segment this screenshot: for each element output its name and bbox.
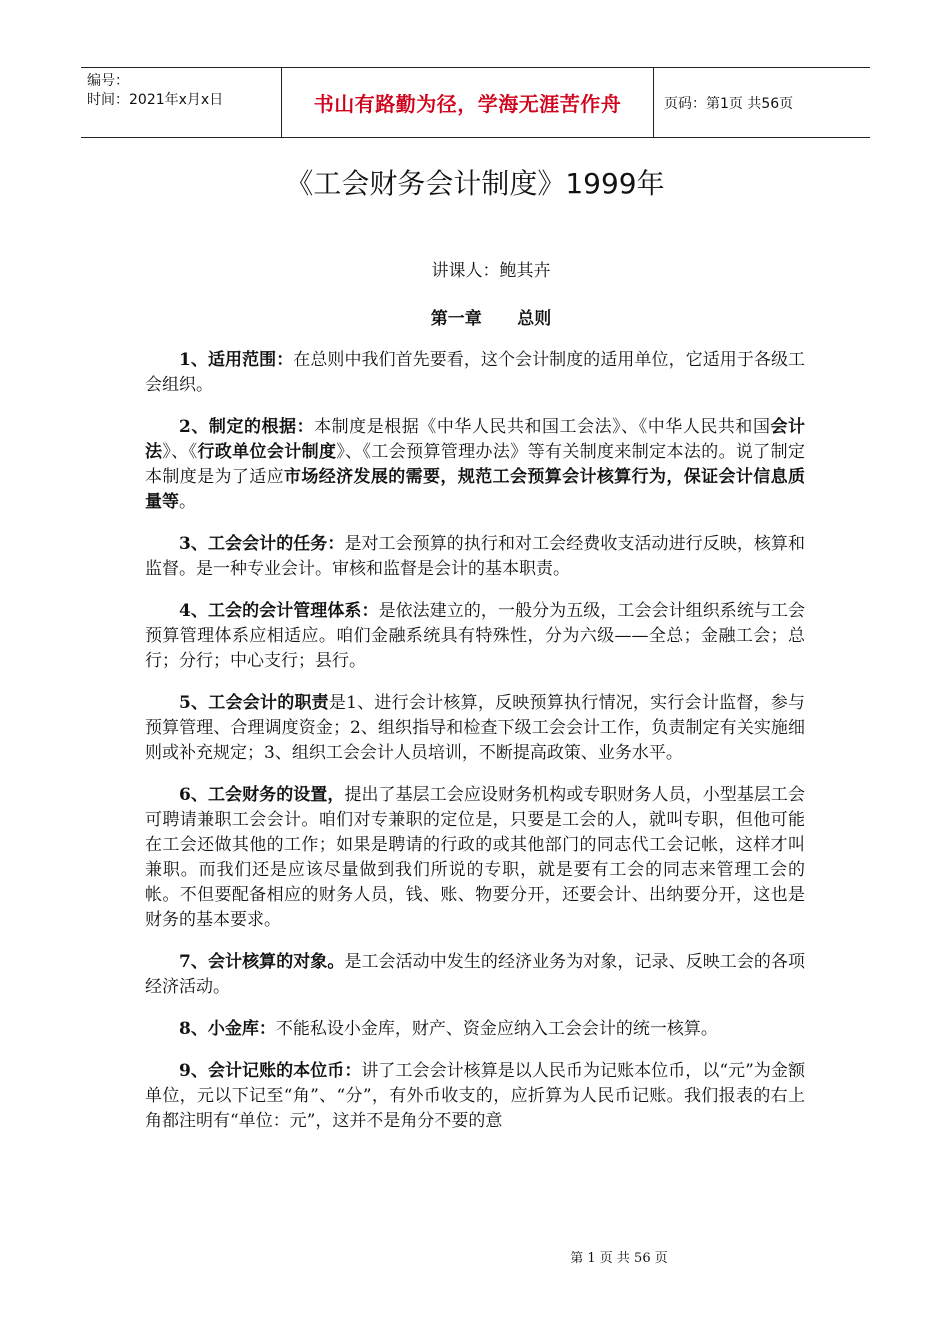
para-text: 本制度是根据《中华人民共和国工会法》、《中华人民共和国 [314,417,771,437]
para-heading: 工会会计的任务： [207,534,345,554]
para-emphasis: 会计法 [145,417,806,462]
para-emphasis: 市场经济发展的需要，规范工会预算会计核算行为，保证会计信息质量等 [145,467,806,512]
para-heading: 制定的根据： [208,417,315,437]
para-num: 3、 [179,534,208,554]
paragraph-5 [145,691,805,766]
para-text: 是依法建立的，一般分为五级，工会会计组织系统与工会预算管理体系应相适应。咱们金融系统具有特殊性，分为六级——全总；金融工会；总行；分行；中心支行；县行。 [145,601,805,671]
paragraph-3 [145,532,805,582]
para-text: 是工会活动中发生的经济业务为对象，记录、反映工会的各项经济活动。 [145,952,805,997]
motto-cell [281,68,654,137]
para-num: 7、 [179,952,208,972]
para-num: 6、 [179,785,208,805]
para-text: 提出了基层工会应设财务机构或专职财务人员，小型基层工会可聘请兼职工会会计。咱们对专兼职的定位是，只要是工会的人，就叫专职，但他可能在工会还做其他的工作；如果是聘请的行政的或其他部门的同志代工会记帐，这样才叫兼职。而我们还是应该尽量做到我们所说的专职，就是要有工会的同志来管理工会的帐。不但要配备相应的财务人员，钱、账、物要分开，还要会计、出纳要分开，这也是财务的基本要求。 [145,785,805,930]
time-label: 时间：2021年x月x日 [87,92,224,108]
para-text: 是对工会预算的执行和对工会经费收支活动进行反映，核算和监督。是一种专业会计。审核和监督是会计的基本职责。 [145,534,805,579]
paragraph-4 [145,599,805,674]
para-heading: 工会财务的设置， [207,785,345,805]
document-title: 《工会财务会计制度》1999年 [285,167,665,200]
number-label: 编号： [87,73,129,89]
para-num: 8、 [179,1019,208,1039]
header-meta-cell [81,68,281,137]
para-text: 》、《工会预算管理办法》等有关制度来制定本法的。说了制定本制度是为了适应 [145,442,806,487]
paragraph-6 [145,783,805,933]
lecturer-line: 讲课人：鲍其卉 [431,261,551,281]
para-text: 是1、进行会计核算，反映预算执行情况，实行会计监督，参与预算管理、合理调度资金；2、组织指导和检查下级工会会计工作，负责制定有关实施细则或补充规定；3、组织工会会计人员培训，不断提高政策、业务水平。 [145,693,805,763]
para-emphasis: 行政单位会计制度 [197,442,337,462]
para-num: 1、 [179,350,208,370]
para-heading: 工会的会计管理体系： [207,601,379,621]
paragraph-2 [145,415,805,515]
para-heading: 小金库： [207,1019,276,1039]
paragraph-7 [145,950,805,1000]
body-text [145,348,805,1151]
para-text: 讲了工会会计核算是以人民币为记账本位币，以“元”为金额单位，元以下记至“角”、“分”，有外币收支的，应折算为人民币记账。我们报表的右上角都注明有“单位：元”，这并不是角分不要的意 [145,1061,805,1131]
chapter-heading: 第一章 总则 [430,309,552,329]
para-heading: 会计核算的对象。 [207,952,345,972]
para-text: 》、《 [162,442,198,462]
paragraph-1 [145,348,805,398]
para-text: 。 [179,492,196,512]
para-text: 在总则中我们首先要看，这个会计制度的适用单位，它适用于各级工会组织。 [145,350,806,395]
page-info-cell [654,68,870,137]
para-num: 5、 [179,693,209,713]
paragraph-8 [145,1017,805,1042]
para-heading: 工会会计的职责 [208,693,329,713]
header-table [81,67,870,138]
paragraph-9 [145,1059,805,1134]
page-info-text: 页码：第1页 共56页 [664,95,794,112]
para-heading: 会计记账的本位币： [207,1061,362,1081]
para-num: 4、 [179,601,208,621]
para-text: 不能私设小金库，财产、资金应纳入工会会计的统一核算。 [275,1019,718,1039]
para-heading: 适用范围： [207,350,294,370]
para-num: 2、 [179,417,209,437]
motto-text: 书山有路勤为径，学海无涯苦作舟 [313,92,622,116]
para-num: 9、 [179,1061,208,1081]
page-footer: 第 1 页 共 56 页 [570,1251,668,1266]
